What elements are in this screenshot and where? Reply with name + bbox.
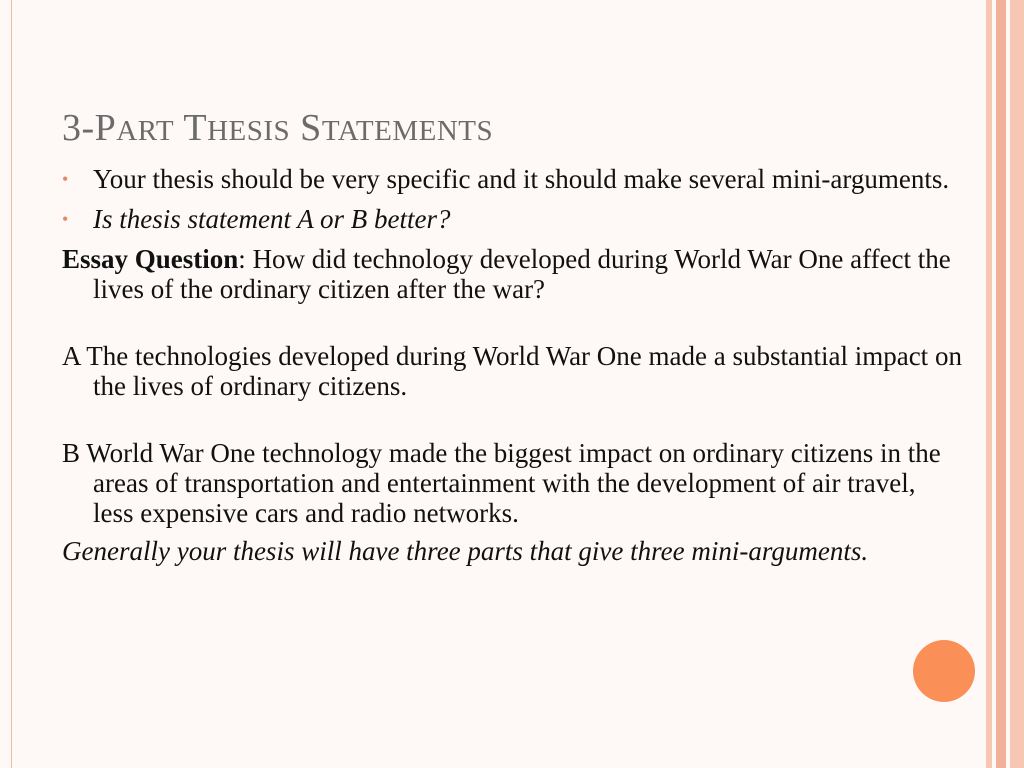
- title-part: TATEMENTS: [321, 115, 494, 147]
- title-part: 3-P: [62, 107, 117, 149]
- bullet-dot-icon: •: [62, 209, 69, 229]
- title-part: HESIS: [207, 115, 291, 147]
- decorative-circle: [913, 640, 975, 702]
- essay-question-text: How did technology developed during World War One affect the lives of the ordinary citizen after the war?: [93, 244, 951, 304]
- slide-body: [62, 164, 962, 574]
- essay-question-separator: :: [238, 244, 246, 274]
- title-part: S: [290, 107, 322, 149]
- bullet-item: [62, 204, 962, 234]
- spacer: [62, 409, 962, 438]
- decorative-stripes: [982, 0, 1024, 768]
- thesis-option-a: A The technologies developed during World War One made a substantial impact on the lives of ordinary citizens.: [62, 341, 962, 401]
- bullet-text: Is thesis statement A or B better?: [93, 204, 451, 234]
- bullet-item: [62, 164, 962, 194]
- thesis-option-b: B World War One technology made the biggest impact on ordinary citizens in the areas of transportation and entertainment with the development of air travel, less expensive cars and radio networks.: [62, 438, 941, 528]
- essay-question-label: Essay Question: [62, 244, 239, 274]
- bullet-dot-icon: •: [62, 169, 69, 189]
- spacer: [62, 312, 962, 341]
- slide-title: [62, 106, 493, 150]
- title-part: T: [174, 107, 208, 149]
- bullet-text: Your thesis should be very specific and it should make several mini-arguments.: [93, 164, 950, 194]
- title-part: ART: [116, 115, 175, 147]
- conclusion-text: Generally your thesis will have three parts that give three mini-arguments.: [62, 536, 869, 566]
- essay-question: [62, 244, 962, 304]
